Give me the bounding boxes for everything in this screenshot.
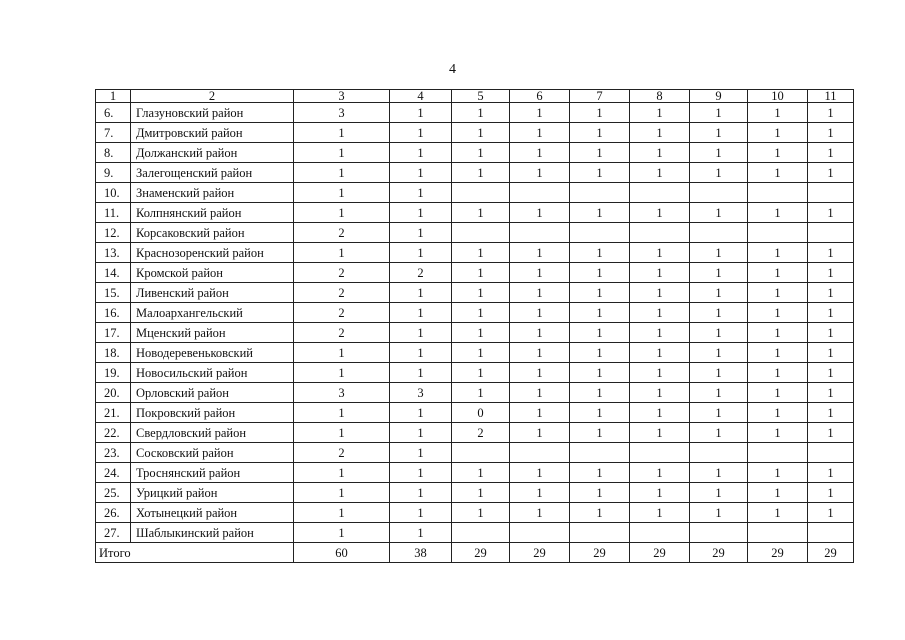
value-cell: 2 (294, 443, 390, 463)
value-cell: 1 (630, 123, 690, 143)
value-cell: 2 (452, 423, 510, 443)
value-cell (510, 223, 570, 243)
value-cell: 1 (452, 103, 510, 123)
value-cell: 1 (808, 303, 854, 323)
value-cell: 2 (294, 323, 390, 343)
value-cell (510, 183, 570, 203)
district-name: Корсаковский район (131, 223, 294, 243)
row-number: 14. (96, 263, 131, 283)
value-cell: 2 (294, 263, 390, 283)
table-row (96, 363, 854, 383)
value-cell: 1 (390, 163, 452, 183)
value-cell: 1 (748, 303, 808, 323)
value-cell (630, 223, 690, 243)
header-cell: 3 (294, 90, 390, 103)
value-cell: 1 (748, 343, 808, 363)
value-cell: 1 (808, 463, 854, 483)
total-label: Итого (96, 543, 294, 563)
row-number: 19. (96, 363, 131, 383)
value-cell: 1 (570, 103, 630, 123)
value-cell (452, 523, 510, 543)
page-number: 4 (449, 62, 456, 77)
district-name: Урицкий район (131, 483, 294, 503)
value-cell: 1 (690, 283, 748, 303)
table-row (96, 483, 854, 503)
district-name: Ливенский район (131, 283, 294, 303)
value-cell: 1 (294, 523, 390, 543)
value-cell: 1 (510, 123, 570, 143)
value-cell (630, 183, 690, 203)
value-cell: 1 (390, 183, 452, 203)
total-value-cell: 29 (452, 543, 510, 563)
table-row (96, 103, 854, 123)
district-name: Знаменский район (131, 183, 294, 203)
row-number: 23. (96, 443, 131, 463)
table-row (96, 303, 854, 323)
total-value-cell: 29 (510, 543, 570, 563)
value-cell: 1 (294, 423, 390, 443)
value-cell: 1 (690, 203, 748, 223)
value-cell: 1 (294, 183, 390, 203)
value-cell: 1 (510, 383, 570, 403)
value-cell: 1 (570, 343, 630, 363)
value-cell: 1 (808, 423, 854, 443)
value-cell: 1 (390, 123, 452, 143)
table-row (96, 383, 854, 403)
value-cell: 1 (808, 503, 854, 523)
value-cell: 1 (748, 283, 808, 303)
value-cell: 1 (294, 143, 390, 163)
table-row (96, 183, 854, 203)
row-number: 15. (96, 283, 131, 303)
value-cell: 1 (390, 443, 452, 463)
district-name: Покровский район (131, 403, 294, 423)
value-cell: 1 (748, 103, 808, 123)
header-cell: 5 (452, 90, 510, 103)
row-number: 26. (96, 503, 131, 523)
value-cell: 1 (808, 483, 854, 503)
district-name: Дмитровский район (131, 123, 294, 143)
value-cell: 1 (294, 163, 390, 183)
value-cell: 3 (294, 103, 390, 123)
district-name: Краснозоренский район (131, 243, 294, 263)
value-cell: 1 (294, 503, 390, 523)
value-cell: 1 (570, 503, 630, 523)
value-cell: 1 (690, 363, 748, 383)
district-name: Колпнянский район (131, 203, 294, 223)
value-cell: 1 (690, 483, 748, 503)
value-cell: 1 (294, 243, 390, 263)
value-cell: 3 (390, 383, 452, 403)
header-cell: 10 (748, 90, 808, 103)
value-cell: 1 (570, 423, 630, 443)
value-cell: 1 (452, 243, 510, 263)
table-body (96, 90, 854, 563)
value-cell: 1 (808, 363, 854, 383)
value-cell: 1 (630, 363, 690, 383)
table-row (96, 443, 854, 463)
value-cell: 1 (452, 483, 510, 503)
row-number: 17. (96, 323, 131, 343)
value-cell: 1 (390, 343, 452, 363)
value-cell: 1 (808, 203, 854, 223)
value-cell: 1 (570, 123, 630, 143)
value-cell: 1 (294, 483, 390, 503)
value-cell: 1 (690, 463, 748, 483)
value-cell: 1 (570, 403, 630, 423)
value-cell (748, 183, 808, 203)
value-cell (690, 223, 748, 243)
value-cell: 1 (510, 143, 570, 163)
value-cell: 1 (748, 503, 808, 523)
value-cell: 1 (690, 143, 748, 163)
value-cell: 1 (452, 323, 510, 343)
table-row (96, 403, 854, 423)
row-number: 21. (96, 403, 131, 423)
value-cell: 1 (808, 263, 854, 283)
value-cell: 1 (748, 363, 808, 383)
table-row (96, 283, 854, 303)
table-row (96, 223, 854, 243)
value-cell: 1 (570, 143, 630, 163)
value-cell: 1 (690, 123, 748, 143)
value-cell (630, 443, 690, 463)
table-row (96, 463, 854, 483)
value-cell: 1 (452, 303, 510, 323)
row-number: 18. (96, 343, 131, 363)
value-cell: 1 (630, 143, 690, 163)
value-cell (570, 523, 630, 543)
value-cell: 1 (570, 243, 630, 263)
value-cell: 1 (390, 363, 452, 383)
header-cell: 2 (131, 90, 294, 103)
value-cell (452, 223, 510, 243)
table-row (96, 423, 854, 443)
district-name: Глазуновский район (131, 103, 294, 123)
value-cell: 1 (690, 163, 748, 183)
value-cell: 1 (690, 383, 748, 403)
value-cell: 1 (748, 263, 808, 283)
value-cell: 1 (748, 403, 808, 423)
value-cell: 1 (390, 103, 452, 123)
value-cell: 1 (570, 483, 630, 503)
value-cell: 1 (452, 123, 510, 143)
value-cell: 1 (570, 323, 630, 343)
row-number: 12. (96, 223, 131, 243)
table-row (96, 503, 854, 523)
value-cell: 1 (390, 523, 452, 543)
district-name: Малоархангельский (131, 303, 294, 323)
table-row (96, 323, 854, 343)
table-row (96, 203, 854, 223)
value-cell: 1 (630, 423, 690, 443)
total-value-cell: 29 (630, 543, 690, 563)
value-cell: 1 (510, 163, 570, 183)
value-cell: 1 (452, 363, 510, 383)
value-cell: 1 (690, 423, 748, 443)
value-cell: 1 (630, 283, 690, 303)
value-cell: 2 (294, 223, 390, 243)
value-cell: 1 (630, 203, 690, 223)
row-number: 16. (96, 303, 131, 323)
value-cell: 1 (452, 343, 510, 363)
value-cell: 1 (630, 503, 690, 523)
value-cell: 1 (748, 163, 808, 183)
total-value-cell: 38 (390, 543, 452, 563)
value-cell: 1 (452, 383, 510, 403)
value-cell: 1 (390, 403, 452, 423)
value-cell (570, 183, 630, 203)
value-cell: 3 (294, 383, 390, 403)
value-cell: 2 (294, 283, 390, 303)
value-cell: 1 (808, 343, 854, 363)
value-cell (808, 223, 854, 243)
value-cell: 1 (630, 483, 690, 503)
value-cell: 1 (690, 343, 748, 363)
value-cell: 1 (630, 343, 690, 363)
value-cell: 1 (570, 383, 630, 403)
value-cell (808, 443, 854, 463)
value-cell (690, 183, 748, 203)
value-cell: 1 (294, 203, 390, 223)
value-cell: 1 (748, 123, 808, 143)
value-cell: 1 (808, 403, 854, 423)
value-cell: 1 (510, 283, 570, 303)
value-cell (690, 523, 748, 543)
district-table (95, 89, 854, 563)
row-number: 8. (96, 143, 131, 163)
value-cell: 1 (510, 363, 570, 383)
value-cell: 1 (630, 323, 690, 343)
value-cell: 1 (630, 243, 690, 263)
value-cell: 1 (570, 163, 630, 183)
header-cell: 1 (96, 90, 131, 103)
value-cell: 1 (510, 403, 570, 423)
value-cell: 1 (390, 423, 452, 443)
value-cell: 1 (390, 223, 452, 243)
value-cell: 1 (570, 203, 630, 223)
value-cell: 1 (294, 343, 390, 363)
value-cell: 1 (690, 303, 748, 323)
district-name: Новодеревеньковский (131, 343, 294, 363)
value-cell: 1 (294, 463, 390, 483)
table-row (96, 263, 854, 283)
value-cell: 1 (390, 503, 452, 523)
value-cell: 1 (390, 283, 452, 303)
value-cell (748, 443, 808, 463)
value-cell: 1 (808, 123, 854, 143)
value-cell (452, 183, 510, 203)
value-cell: 1 (808, 383, 854, 403)
value-cell: 1 (690, 503, 748, 523)
value-cell: 1 (510, 303, 570, 323)
value-cell: 1 (452, 143, 510, 163)
value-cell: 1 (390, 243, 452, 263)
header-cell: 4 (390, 90, 452, 103)
total-value-cell: 29 (570, 543, 630, 563)
total-value-cell: 29 (748, 543, 808, 563)
value-cell (808, 523, 854, 543)
header-cell: 11 (808, 90, 854, 103)
value-cell: 1 (570, 463, 630, 483)
value-cell: 1 (630, 303, 690, 323)
value-cell: 1 (452, 503, 510, 523)
value-cell (510, 523, 570, 543)
value-cell: 1 (510, 503, 570, 523)
district-name: Кромской район (131, 263, 294, 283)
total-value-cell: 29 (690, 543, 748, 563)
value-cell: 1 (808, 243, 854, 263)
value-cell: 1 (452, 283, 510, 303)
value-cell: 1 (630, 103, 690, 123)
value-cell: 1 (630, 163, 690, 183)
row-number: 24. (96, 463, 131, 483)
value-cell (510, 443, 570, 463)
value-cell: 1 (390, 483, 452, 503)
value-cell: 1 (748, 463, 808, 483)
value-cell: 1 (748, 203, 808, 223)
value-cell: 1 (748, 423, 808, 443)
district-name: Сосковский район (131, 443, 294, 463)
header-cell: 9 (690, 90, 748, 103)
value-cell: 1 (570, 283, 630, 303)
value-cell: 1 (510, 423, 570, 443)
row-number: 10. (96, 183, 131, 203)
row-number: 25. (96, 483, 131, 503)
value-cell: 1 (748, 323, 808, 343)
district-name: Орловский район (131, 383, 294, 403)
row-number: 22. (96, 423, 131, 443)
value-cell: 1 (452, 203, 510, 223)
value-cell: 1 (294, 403, 390, 423)
row-number: 6. (96, 103, 131, 123)
value-cell: 1 (570, 303, 630, 323)
value-cell (630, 523, 690, 543)
district-name: Троснянский район (131, 463, 294, 483)
row-number: 7. (96, 123, 131, 143)
value-cell: 1 (748, 143, 808, 163)
row-number: 9. (96, 163, 131, 183)
value-cell: 1 (630, 463, 690, 483)
district-name: Шаблыкинский район (131, 523, 294, 543)
value-cell (452, 443, 510, 463)
value-cell: 0 (452, 403, 510, 423)
value-cell: 1 (630, 263, 690, 283)
district-name: Мценский район (131, 323, 294, 343)
value-cell: 1 (690, 263, 748, 283)
value-cell: 1 (690, 403, 748, 423)
value-cell: 1 (452, 463, 510, 483)
value-cell (748, 223, 808, 243)
row-number: 20. (96, 383, 131, 403)
value-cell: 1 (748, 483, 808, 503)
table-row (96, 163, 854, 183)
value-cell: 1 (390, 303, 452, 323)
value-cell: 1 (452, 263, 510, 283)
value-cell: 1 (294, 123, 390, 143)
value-cell: 1 (748, 243, 808, 263)
value-cell: 1 (294, 363, 390, 383)
value-cell: 1 (510, 463, 570, 483)
total-value-cell: 60 (294, 543, 390, 563)
value-cell (748, 523, 808, 543)
value-cell: 1 (808, 323, 854, 343)
value-cell: 2 (294, 303, 390, 323)
total-row (96, 543, 854, 563)
total-value-cell: 29 (808, 543, 854, 563)
value-cell (808, 183, 854, 203)
value-cell: 1 (452, 163, 510, 183)
value-cell: 1 (570, 363, 630, 383)
row-number: 13. (96, 243, 131, 263)
header-cell: 7 (570, 90, 630, 103)
value-cell: 2 (390, 263, 452, 283)
value-cell: 1 (808, 143, 854, 163)
value-cell: 1 (570, 263, 630, 283)
district-name: Залегощенский район (131, 163, 294, 183)
value-cell: 1 (510, 483, 570, 503)
value-cell: 1 (690, 323, 748, 343)
district-name: Свердловский район (131, 423, 294, 443)
value-cell: 1 (808, 103, 854, 123)
value-cell: 1 (390, 143, 452, 163)
header-cell: 8 (630, 90, 690, 103)
row-number: 27. (96, 523, 131, 543)
header-cell: 6 (510, 90, 570, 103)
value-cell: 1 (748, 383, 808, 403)
district-name: Хотынецкий район (131, 503, 294, 523)
table-row (96, 343, 854, 363)
value-cell: 1 (390, 463, 452, 483)
value-cell: 1 (510, 103, 570, 123)
value-cell: 1 (390, 203, 452, 223)
district-name: Должанский район (131, 143, 294, 163)
value-cell: 1 (510, 203, 570, 223)
header-row (96, 90, 854, 103)
value-cell (690, 443, 748, 463)
value-cell: 1 (630, 403, 690, 423)
table-row (96, 523, 854, 543)
value-cell (570, 223, 630, 243)
value-cell (570, 443, 630, 463)
row-number: 11. (96, 203, 131, 223)
value-cell: 1 (510, 343, 570, 363)
value-cell: 1 (510, 323, 570, 343)
table-row (96, 143, 854, 163)
value-cell: 1 (690, 103, 748, 123)
table-row (96, 123, 854, 143)
value-cell: 1 (808, 283, 854, 303)
value-cell: 1 (510, 243, 570, 263)
value-cell: 1 (690, 243, 748, 263)
table-row (96, 243, 854, 263)
value-cell: 1 (510, 263, 570, 283)
value-cell: 1 (808, 163, 854, 183)
value-cell: 1 (630, 383, 690, 403)
district-name: Новосильский район (131, 363, 294, 383)
value-cell: 1 (390, 323, 452, 343)
